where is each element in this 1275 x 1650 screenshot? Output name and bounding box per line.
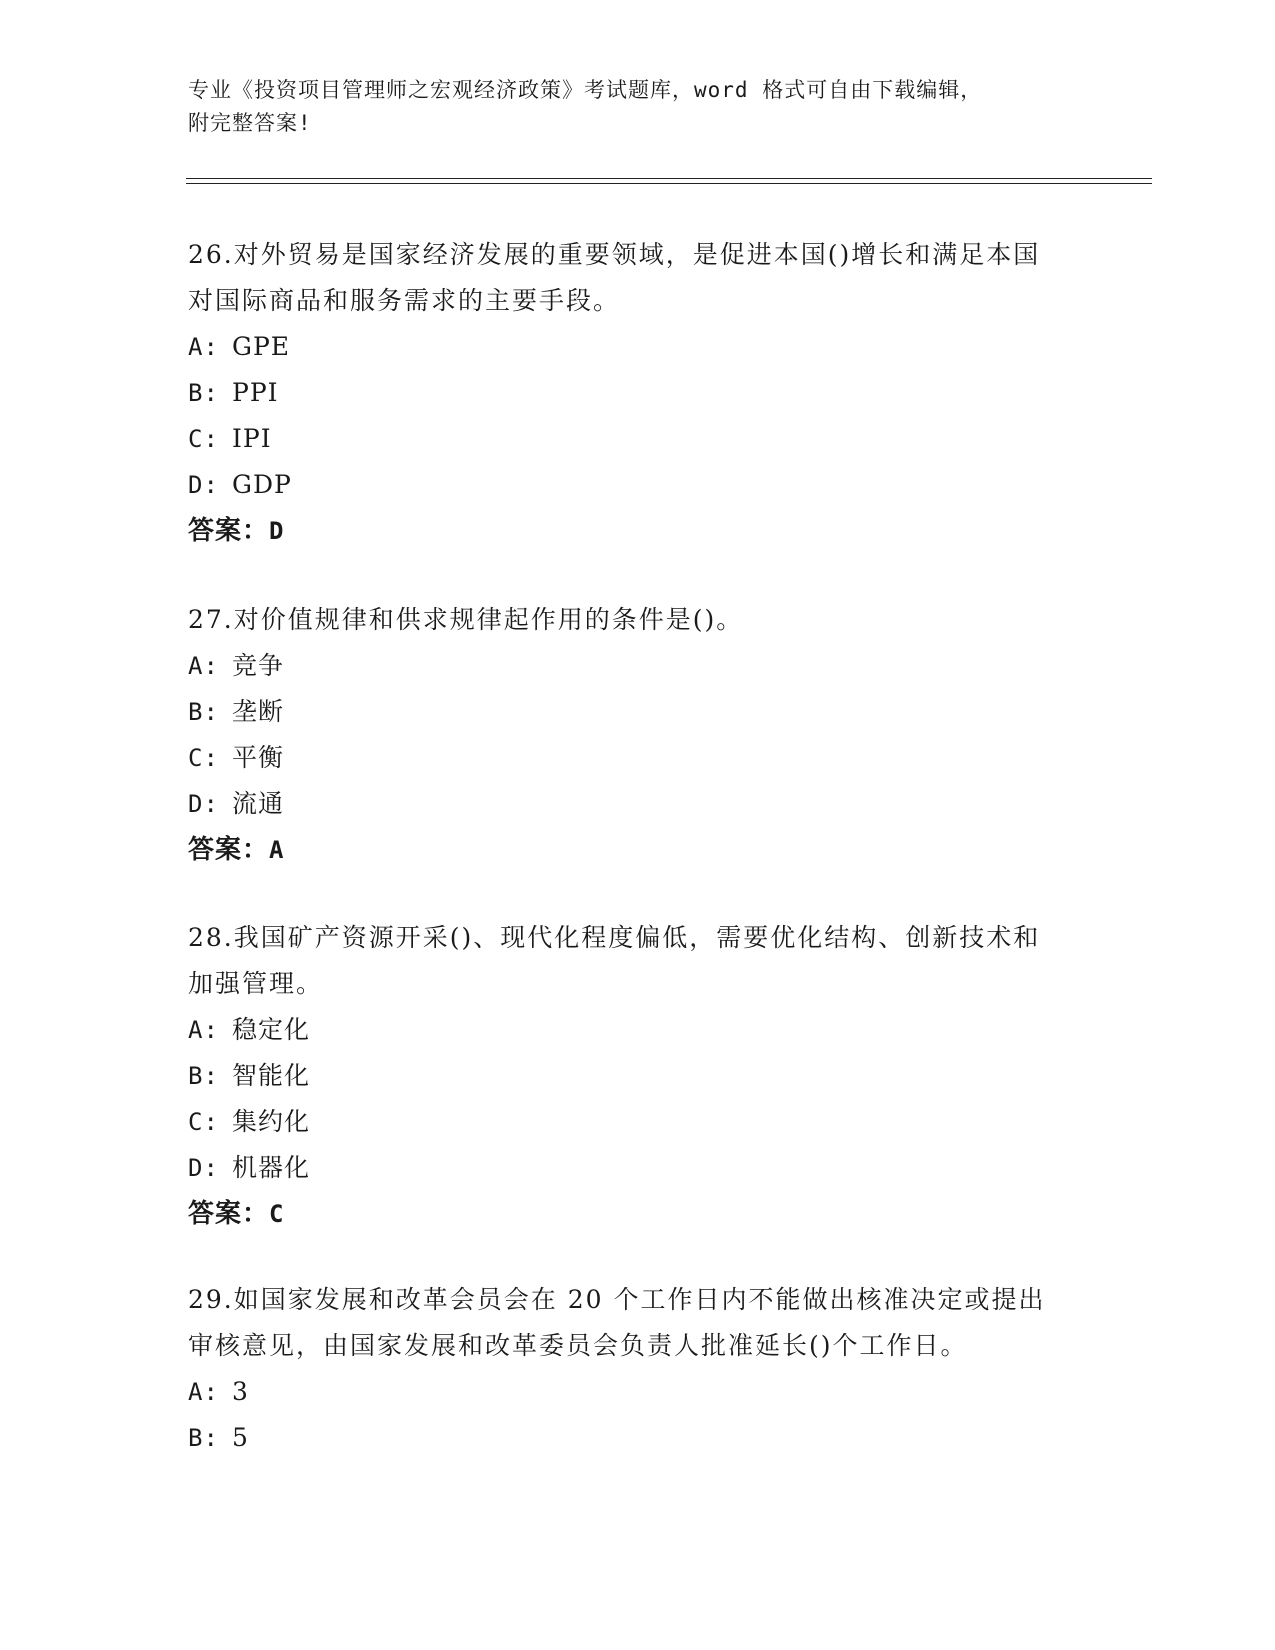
option-text: 3 bbox=[232, 1377, 249, 1406]
option-text: 智能化 bbox=[232, 1061, 311, 1090]
option-letter: D: bbox=[188, 471, 219, 499]
option-text: 垄断 bbox=[232, 697, 285, 726]
option-a bbox=[188, 643, 1088, 689]
option-d bbox=[188, 462, 1088, 508]
option-text: 机器化 bbox=[232, 1153, 311, 1182]
option-text: 流通 bbox=[232, 789, 285, 818]
option-letter: D: bbox=[188, 790, 219, 818]
option-text: 集约化 bbox=[232, 1107, 311, 1136]
answer-label: 答案： bbox=[188, 835, 270, 865]
option-letter: C: bbox=[188, 425, 219, 453]
option-c bbox=[188, 735, 1088, 781]
question-text: 28.我国矿产资源开采()、现代化程度偏低，需要优化结构、创新技术和加强管理。 bbox=[188, 923, 1041, 998]
option-b bbox=[188, 689, 1088, 735]
question-26 bbox=[188, 232, 1088, 554]
answer-label: 答案： bbox=[188, 516, 270, 546]
option-letter: B: bbox=[188, 1424, 219, 1452]
option-c bbox=[188, 1099, 1088, 1145]
answer-value: D bbox=[269, 517, 285, 545]
document-header bbox=[188, 74, 1068, 140]
answer-line bbox=[188, 1191, 1088, 1237]
option-b bbox=[188, 1415, 1088, 1461]
option-text: GPE bbox=[232, 332, 291, 361]
answer-value: C bbox=[269, 1200, 285, 1228]
header-line-2: 附完整答案! bbox=[188, 111, 312, 135]
option-text: IPI bbox=[232, 424, 272, 453]
question-28 bbox=[188, 915, 1088, 1237]
option-letter: D: bbox=[188, 1154, 219, 1182]
option-text: 平衡 bbox=[232, 743, 285, 772]
option-letter: B: bbox=[188, 698, 219, 726]
answer-line bbox=[188, 827, 1088, 873]
header-divider-bottom bbox=[186, 183, 1152, 184]
option-d bbox=[188, 781, 1088, 827]
option-a bbox=[188, 1007, 1088, 1053]
option-c bbox=[188, 416, 1088, 462]
option-text: 5 bbox=[232, 1423, 249, 1452]
question-text: 29.如国家发展和改革会员会在 20 个工作日内不能做出核准决定或提出审核意见，由国家发展和改革委员会负责人批准延长()个工作日。 bbox=[188, 1285, 1046, 1360]
answer-line bbox=[188, 508, 1088, 554]
option-letter: A: bbox=[188, 652, 219, 680]
answer-label: 答案： bbox=[188, 1199, 270, 1229]
option-text: GDP bbox=[232, 470, 292, 499]
option-letter: C: bbox=[188, 1108, 219, 1136]
header-divider-top bbox=[186, 178, 1152, 179]
option-text: 竞争 bbox=[232, 651, 285, 680]
option-d bbox=[188, 1145, 1088, 1191]
question-text: 27.对价值规律和供求规律起作用的条件是()。 bbox=[188, 605, 744, 634]
option-a bbox=[188, 1369, 1088, 1415]
question-text: 26.对外贸易是国家经济发展的重要领域，是促进本国()增长和满足本国对国际商品和服务需求的主要手段。 bbox=[188, 240, 1041, 315]
option-text: 稳定化 bbox=[232, 1015, 311, 1044]
option-letter: B: bbox=[188, 1062, 219, 1090]
option-letter: A: bbox=[188, 333, 219, 361]
question-29 bbox=[188, 1277, 1088, 1461]
header-line-1: 专业《投资项目管理师之宏观经济政策》考试题库，word 格式可自由下载编辑， bbox=[188, 78, 983, 102]
answer-value: A bbox=[269, 836, 285, 864]
question-27 bbox=[188, 597, 1088, 873]
option-text: PPI bbox=[232, 378, 279, 407]
option-b bbox=[188, 1053, 1088, 1099]
option-letter: B: bbox=[188, 379, 219, 407]
option-letter: A: bbox=[188, 1378, 219, 1406]
option-letter: A: bbox=[188, 1016, 219, 1044]
option-letter: C: bbox=[188, 744, 219, 772]
option-b bbox=[188, 370, 1088, 416]
option-a bbox=[188, 324, 1088, 370]
